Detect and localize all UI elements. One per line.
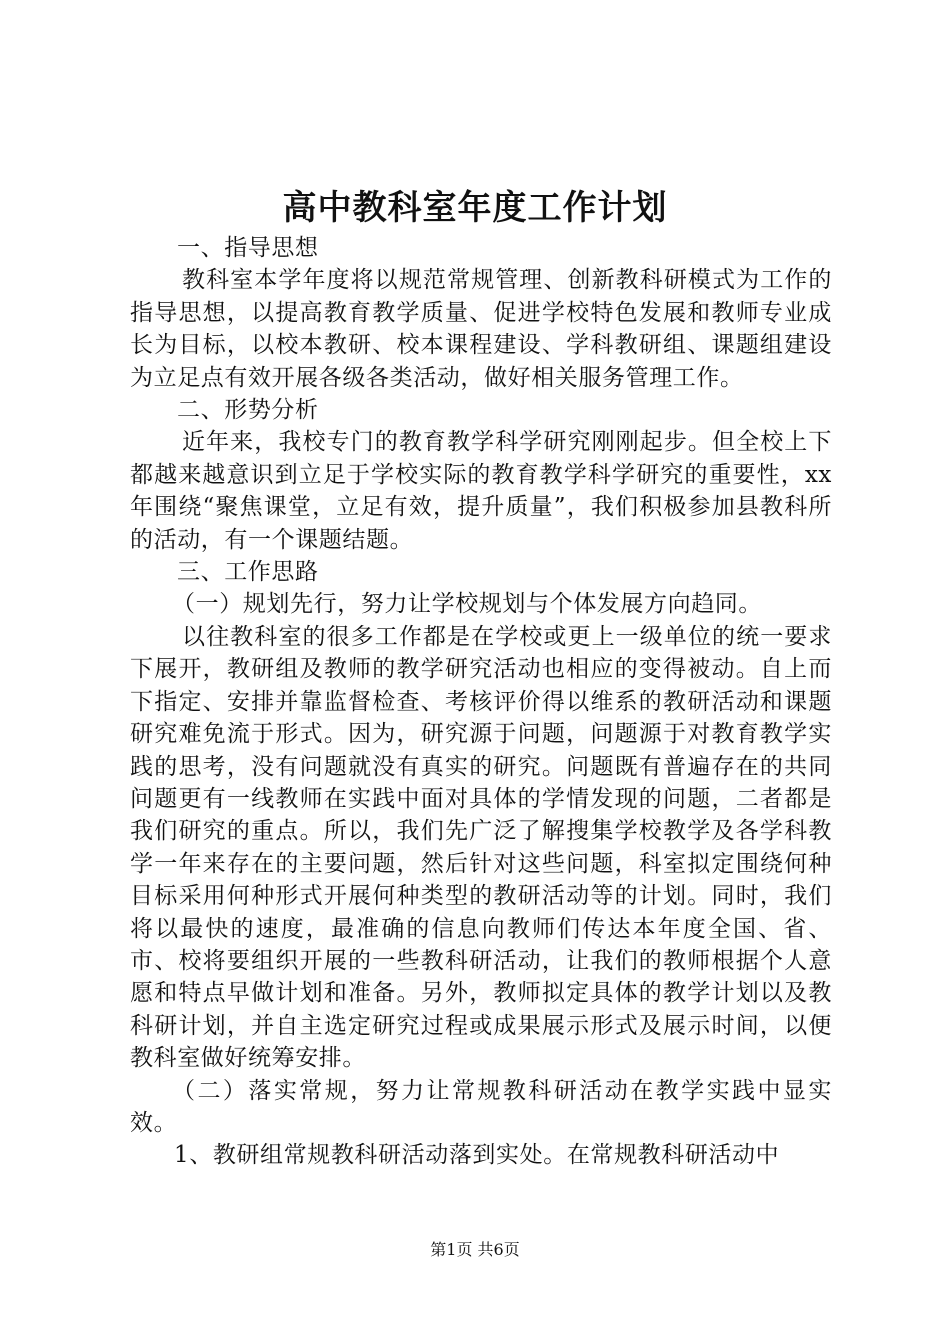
- list-item-teaching-research-group: 1、教研组常规教科研活动落到实处。在常规教科研活动中: [174, 1142, 780, 1169]
- section-heading-guiding-ideology: 一、指导思想: [177, 235, 319, 261]
- page-footer: 第1页 共6页: [430, 1240, 520, 1259]
- document-body: [130, 232, 832, 1172]
- section-heading-situation-analysis: 二、形势分析: [177, 397, 319, 424]
- subheading-implement-routine: （二）落实常规，努力让常规教科研活动在教学实践中显实效。: [130, 1077, 832, 1136]
- document-title: 高中教科室年度工作计划: [282, 188, 668, 228]
- paragraph-guiding-ideology: 教科室本学年度将以规范常规管理、创新教科研模式为工作的指导思想，以提高教育教学质量、促进学校特色发展和教师专业成长为目标，以校本教研、校本课程建设、学科教研组、课题组建设为立足点有效开展各级各类活动，做好相关服务管理工作。: [130, 267, 832, 391]
- subheading-planning-first: （一）规划先行，努力让学校规划与个体发展方向趋同。: [172, 591, 762, 618]
- paragraph-planning-first: 以往教科室的很多工作都是在学校或更上一级单位的统一要求下展开，教研组及教师的教学研究活动也相应的变得被动。自上而下指定、安排并靠监督检查、考核评价得以维系的教研活动和课题研究难免流于形式。因为，研究源于问题，问题源于对教育教学实践的思考，没有问题就没有真实的研究。问题既有普遍存在的共同问题更有一线教师在实践中面对具体的学情发现的问题，二者都是我们研究的重点。所以，我们先广泛了解搜集学校教学及各学科教学一年来存在的主要问题，然后针对这些问题，科室拟定围绕何种目标采用何种形式开展何种类型的教研活动等的计划。同时，我们将以最快的速度，最准确的信息向教师们传达本年度全国、省、市、校将要组织开展的一些教科研活动，让我们的教师根据个人意愿和特点早做计划和准备。另外，教师拟定具体的教学计划以及教科研计划，并自主选定研究过程或成果展示形式及展示时间，以便教科室做好统筹安排。: [130, 623, 832, 1072]
- paragraph-situation-analysis: 近年来，我校专门的教育教学科学研究刚刚起步。但全校上下都越来越意识到立足于学校实际的教育教学科学研究的重要性，xx年围绕“聚焦课堂，立足有效，提升质量”，我们积极参加县教科所的活动，有一个课题结题。: [130, 429, 832, 553]
- section-heading-work-approach: 三、工作思路: [177, 559, 319, 586]
